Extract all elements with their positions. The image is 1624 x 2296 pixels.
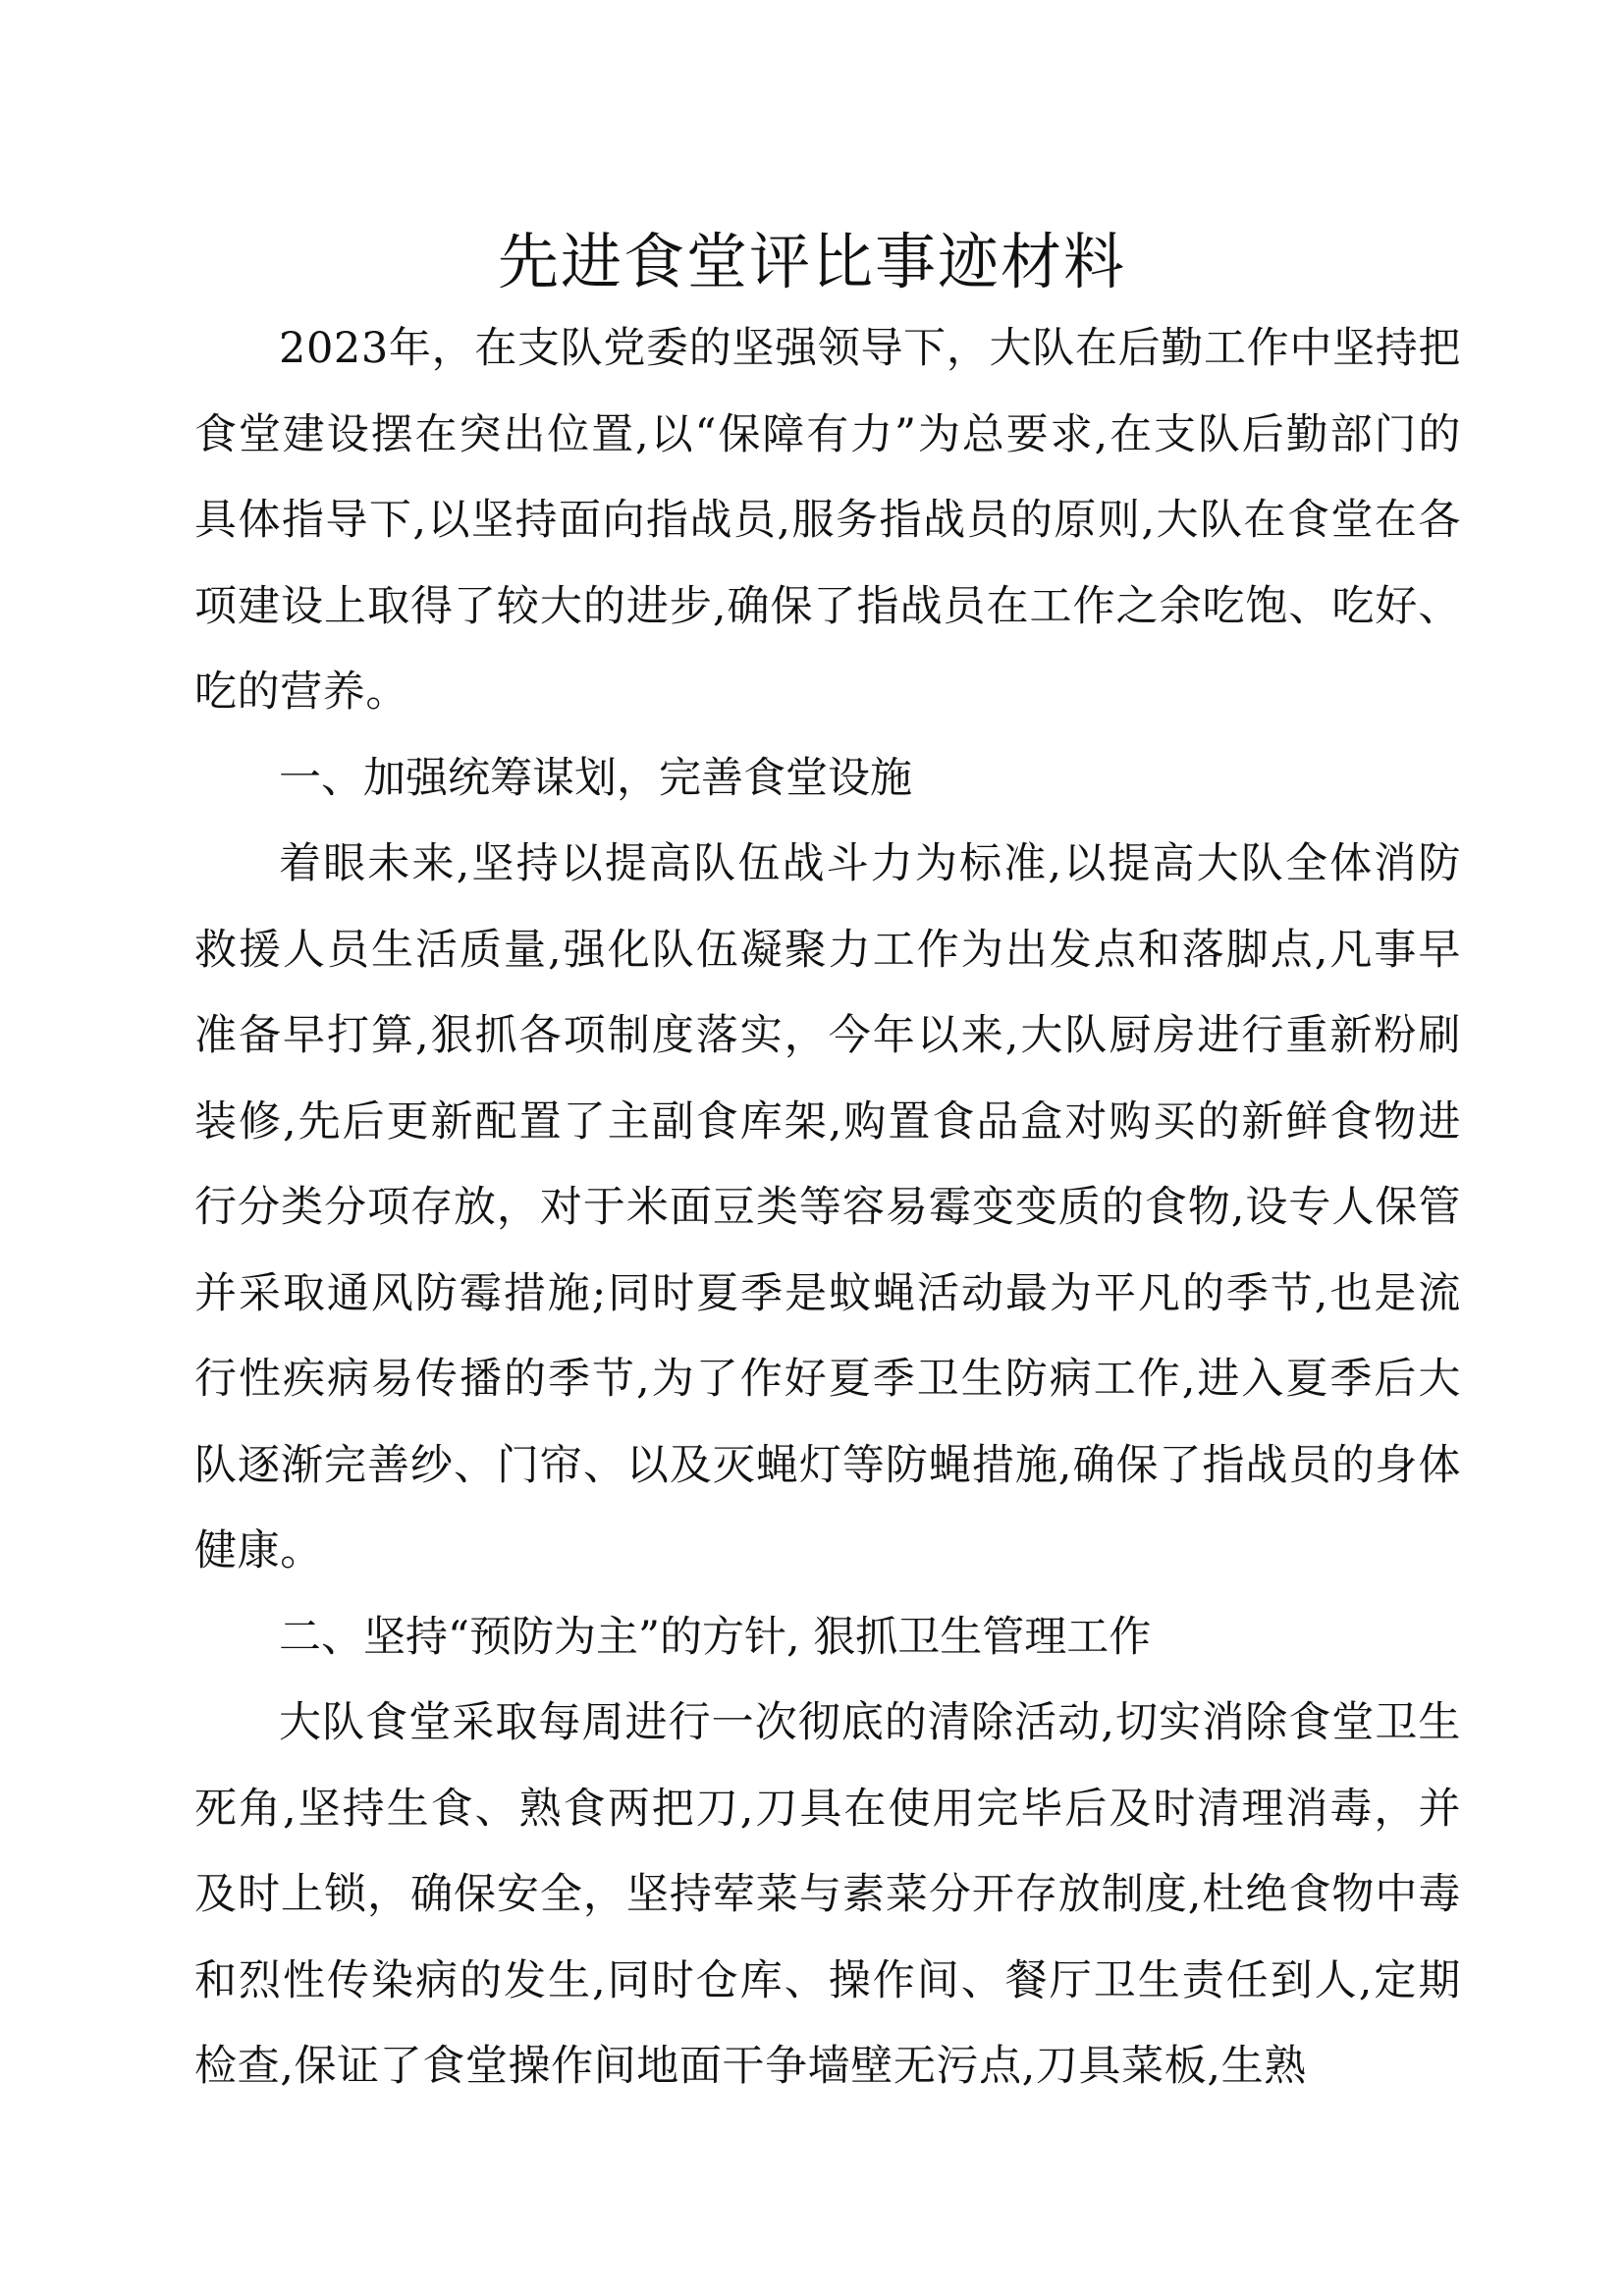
intro-paragraph: 2023年，在支队党委的坚强领导下，大队在后勤工作中坚持把食堂建设摆在突出位置,以“保障有力”为总要求,在支队后勤部门的具体指导下,以坚持面向指战员,服务指战员的原则,大队在食堂在各项建设上取得了较大的进步,确保了指战员在工作之余吃饱、吃好、吃的营养。 xyxy=(194,324,1461,717)
document-title: 先进食堂评比事迹材料 xyxy=(497,226,1126,297)
section-2-paragraph: 大队食堂采取每周进行一次彻底的清除活动,切实消除食堂卫生死角,坚持生食、熟食两把刀,刀具在使用完毕后及时清理消毒，并及时上锁，确保安全，坚持荤菜与素菜分开存放制度,杜绝食物中毒和烈性传染病的发生,同时仓库、操作间、餐厅卫生责任到人,定期检查,保证了食堂操作间地面干争墙壁无污点,刀具菜板,生熟 xyxy=(194,1698,1461,2091)
section-heading-2: 二、坚持“预防为主”的方针, 狠抓卫生管理工作 xyxy=(279,1612,1152,1662)
section-1-paragraph: 着眼未来,坚持以提高队伍战斗力为标准,以提高大队全体消防救援人员生活质量,强化队伍凝聚力工作为出发点和落脚点,凡事早准备早打算,狠抓各项制度落实，今年以来,大队厨房进行重新粉刷装修,先后更新配置了主副食库架,购置食品盒对购买的新鲜食物进行分类分项存放，对于米面豆类等容易霉变变质的食物,设专人保管并采取通风防霉措施;同时夏季是蚊蝇活动最为平凡的季节,也是流行性疾病易传播的季节,为了作好夏季卫生防病工作,进入夏季后大队逐渐完善纱、门帘、以及灭蝇灯等防蝇措施,确保了指战员的身体健康。 xyxy=(194,839,1461,1575)
document-body xyxy=(194,306,1461,2110)
section-heading-1: 一、加强统筹谋划，完善食堂设施 xyxy=(279,753,912,803)
